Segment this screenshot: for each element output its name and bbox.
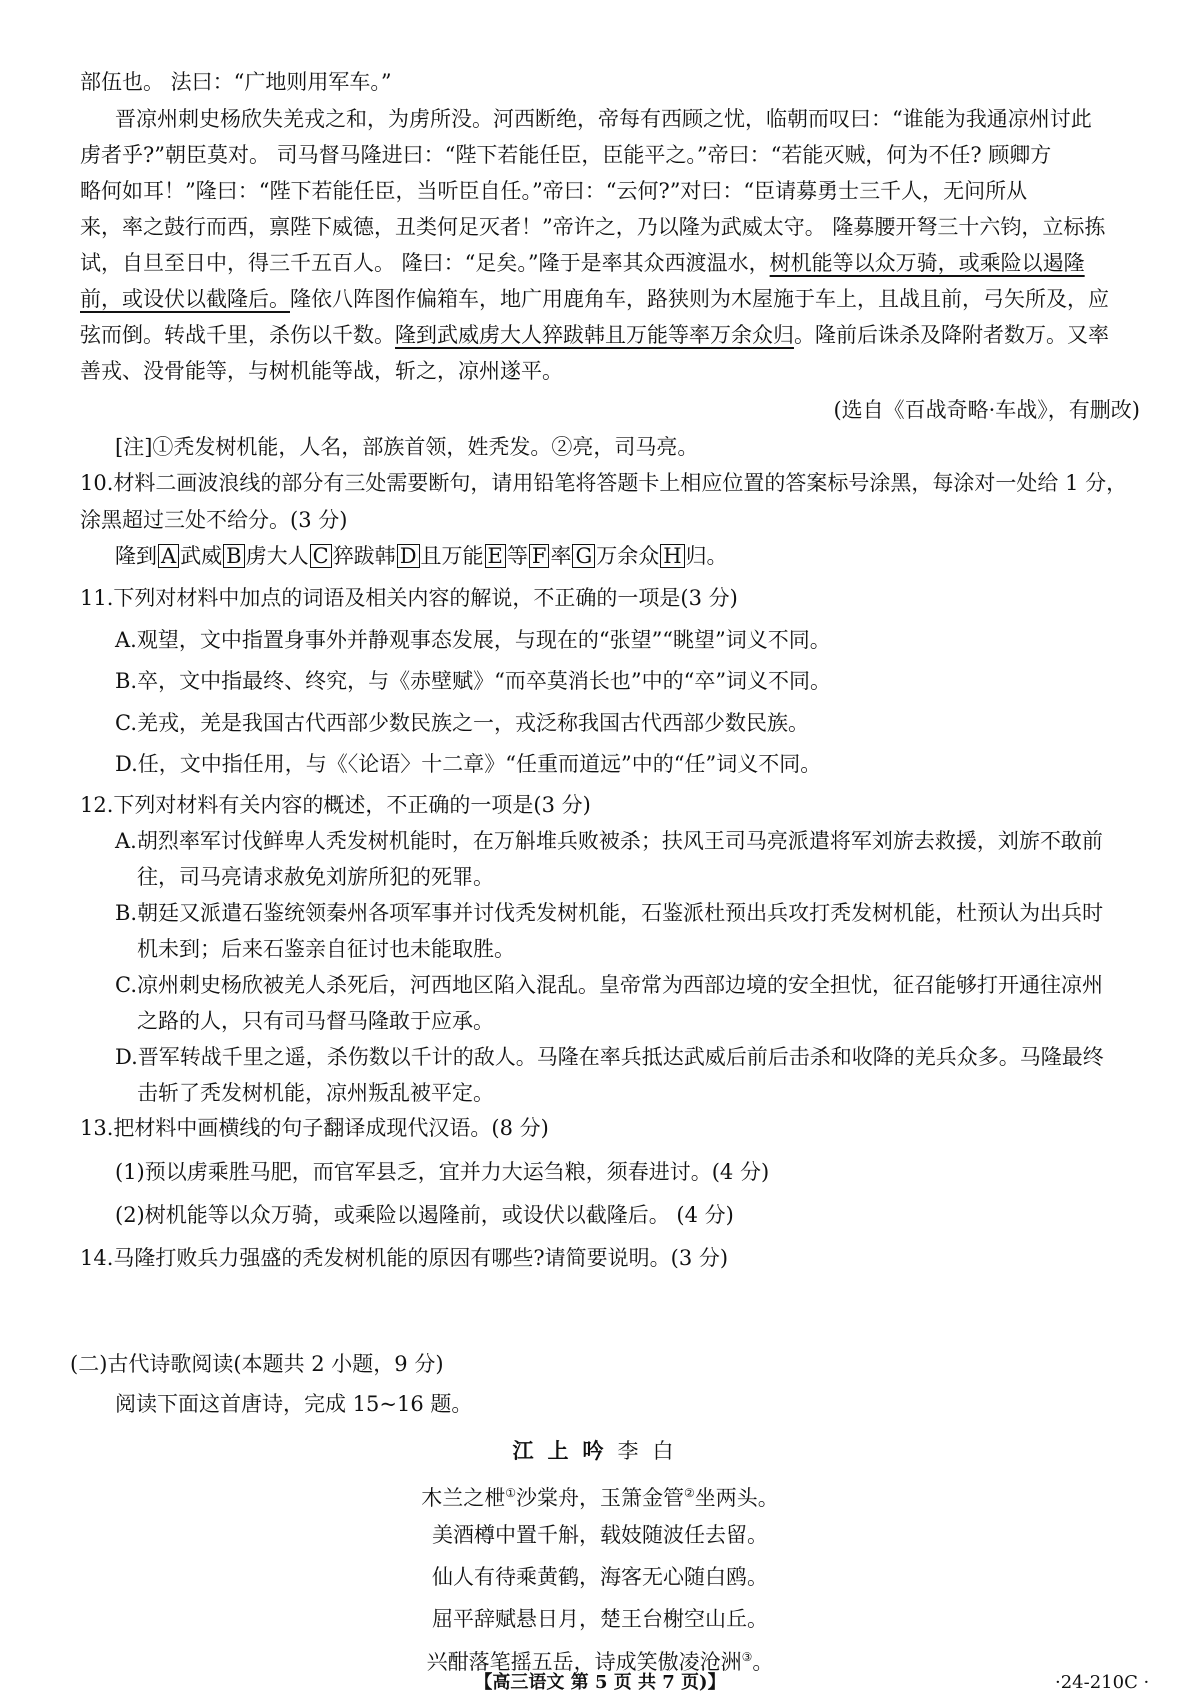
passage-line-3: 虏者乎?”朝臣莫对。 司马督马隆进曰：“陛下若能任臣，臣能平之。”帝曰：“若能灭贼，何为不任? 顾卿方	[80, 143, 1052, 167]
passage-line-8	[80, 320, 1109, 350]
passage-line-7	[80, 284, 1109, 314]
q10-stem-line-2: 涂黑超过三处不给分。(3 分)	[80, 508, 348, 532]
q11-option-a: A.观望，文中指置身事外并静观事态发展，与现在的“张望”“眺望”词义不同。	[115, 628, 831, 652]
q10-label-a: A	[158, 544, 179, 568]
q12-option-b-line-1: B.朝廷又派遣石鉴统领秦州各项军事并讨伐秃发树机能，石鉴派杜预出兵攻打秃发树机能，杜预认为出兵时	[115, 901, 1104, 925]
poem-line-2: 美酒樽中置千斛，载妓随波任去留。	[432, 1523, 768, 1547]
q11-option-b: B.卒，文中指最终、终究，与《赤壁赋》“而卒莫消长也”中的“卒”词义不同。	[115, 669, 832, 693]
underlined-sentence: 树机能等以众万骑，或乘险以遏隆	[769, 251, 1085, 275]
poem-text: 兴酣落笔摇五岳，诗成笑傲凌沧洲	[426, 1650, 742, 1674]
wavy-line-segment: 隆到武威虏大人猝跋韩且万能等率万余众归	[395, 323, 794, 347]
passage-text: 。隆前后诛杀及降附者数万。又率	[794, 323, 1109, 347]
q12-stem: 12.下列对材料有关内容的概述，不正确的一项是(3 分)	[80, 793, 591, 817]
q13-stem: 13.把材料中画横线的句子翻译成现代汉语。(8 分)	[80, 1116, 549, 1140]
poem-text: 沙棠舟，玉箫金管	[516, 1486, 684, 1510]
q10-sentence	[115, 541, 728, 571]
passage-line-5: 来，率之鼓行而西，禀陛下威德，丑类何足灭者！”帝许之，乃以隆为武威太守。 隆募腰开弩三十六钧，立标拣	[80, 215, 1106, 239]
q11-stem: 11.下列对材料中加点的词语及相关内容的解说，不正确的一项是(3 分)	[80, 586, 738, 610]
footer-code: ·24-210C ·	[1055, 1672, 1150, 1693]
passage-text: 隆依八阵图作偏箱车，地广用鹿角车，路狭则为木屋施于车上，且战且前，弓矢所及，应	[290, 287, 1109, 311]
passage-text: 弦而倒。转战千里，杀伤以千数。	[80, 323, 395, 347]
q10-label-b: B	[223, 544, 244, 568]
q11-option-d: D.任，文中指任用，与《〈论语〉十二章》“任重而道远”中的“任”词义不同。	[115, 752, 822, 776]
poem-line-4: 屈平辞赋悬日月，楚王台榭空山丘。	[432, 1607, 768, 1631]
poem-line-1	[0, 1478, 1200, 1513]
q10-label-e: E	[485, 544, 506, 568]
q10-segment: 率	[550, 544, 572, 568]
q12-option-a-line-2: 往，司马亮请求赦免刘旂所犯的死罪。	[137, 865, 494, 889]
q10-segment: 万余众	[596, 544, 660, 568]
poem-text: 木兰之枻	[421, 1486, 506, 1510]
q12-option-d-line-1: D.晋军转战千里之遥，杀伤数以千计的敌人。马隆在率兵抵达武威后前后击杀和收降的羌兵众多。马隆最终	[115, 1045, 1104, 1069]
q10-label-d: D	[397, 544, 420, 568]
q10-segment: 隆到	[115, 544, 157, 568]
q10-label-f: F	[529, 544, 550, 568]
q10-label-g: G	[572, 544, 595, 568]
footer-page-info: 【高三语文 第 5 页 共 7 页)】	[474, 1672, 726, 1693]
poem-text: 。	[752, 1650, 774, 1674]
q12-option-d-line-2: 击斩了秃发树机能，凉州叛乱被平定。	[137, 1081, 494, 1105]
poem-title: 江上吟	[512, 1438, 618, 1463]
footnote-mark: ②	[684, 1486, 695, 1500]
footnote-mark: ①	[505, 1486, 516, 1500]
section-heading: (二)古代诗歌阅读(本题共 2 小题，9 分)	[70, 1352, 444, 1376]
q10-segment: 归。	[685, 544, 728, 568]
q14-stem: 14.马隆打败兵力强盛的秃发树机能的原因有哪些?请简要说明。(3 分)	[80, 1246, 729, 1270]
footnote-mark: ③	[741, 1650, 753, 1664]
q11-option-c: C.羌戎，羌是我国古代西部少数民族之一，戎泛称我国古代西部少数民族。	[115, 711, 809, 735]
q10-segment: 武威	[180, 544, 223, 568]
q13-sentence-2: (2)树机能等以众万骑，或乘险以遏隆前，或设伏以截隆后。 (4 分)	[115, 1203, 734, 1227]
q12-option-b-line-2: 机未到；后来石鉴亲自征讨也未能取胜。	[137, 937, 515, 961]
note: [注]①秃发树机能，人名，部族首领，姓秃发。②亮，司马亮。	[115, 435, 699, 459]
poem-title-line	[0, 1436, 1200, 1466]
poem-line-3: 仙人有待乘黄鹤，海客无心随白鸥。	[432, 1565, 768, 1589]
passage-line-6	[80, 248, 1085, 278]
q10-segment: 且万能	[420, 544, 484, 568]
passage-line-4: 略何如耳！”隆曰：“陛下若能任臣，当听臣自任。”帝曰：“云何?”对曰：“臣请募勇士三千人，无问所从	[80, 179, 1028, 203]
underlined-sentence-end: 前，或设伏以截隆后。	[80, 287, 290, 311]
poem-author: 李白	[617, 1439, 688, 1463]
q10-label-h: H	[660, 544, 684, 568]
q10-label-c: C	[310, 544, 332, 568]
q10-stem-line-1: 10.材料二画波浪线的部分有三处需要断句，请用铅笔将答题卡上相应位置的答案标号涂黑，每涂对一处给 1 分，	[80, 471, 1128, 495]
q13-sentence-1: (1)预以虏乘胜马肥，而官军县乏，宜并力大运刍粮，须春进讨。(4 分)	[115, 1160, 770, 1184]
q10-segment: 猝跋韩	[332, 544, 396, 568]
q12-option-a-line-1: A.胡烈率军讨伐鲜卑人秃发树机能时，在万斛堆兵败被杀；扶风王司马亮派遣将军刘旂去救援，刘旂不敢前	[115, 829, 1103, 853]
passage-line-2: 晋凉州刺史杨欣失羌戎之和，为虏所没。河西断绝，帝每有西顾之忧，临朝而叹曰：“谁能为我通凉州讨此	[115, 107, 1092, 131]
passage-line-9: 善戎、没骨能等，与树机能等战，斩之，凉州遂平。	[80, 359, 563, 383]
q12-option-c-line-2: 之路的人，只有司马督马隆敢于应承。	[137, 1009, 494, 1033]
poem-text: 坐两头。	[694, 1486, 779, 1510]
passage-source: (选自《百战奇略·车战》，有删改)	[833, 398, 1140, 422]
q10-segment: 等	[506, 544, 528, 568]
passage-line-1: 部伍也。 法曰：“广地则用军车。”	[80, 70, 392, 94]
passage-text: 试，自旦至日中，得三千五百人。 隆曰：“足矣。”隆于是率其众西渡温水，	[80, 251, 770, 275]
section-intro: 阅读下面这首唐诗，完成 15~16 题。	[115, 1392, 473, 1416]
q12-option-c-line-1: C.凉州刺史杨欣被羌人杀死后，河西地区陷入混乱。皇帝常为西部边境的安全担忧，征召能够打开通往凉州	[115, 973, 1103, 997]
q10-segment: 虏大人	[245, 544, 309, 568]
